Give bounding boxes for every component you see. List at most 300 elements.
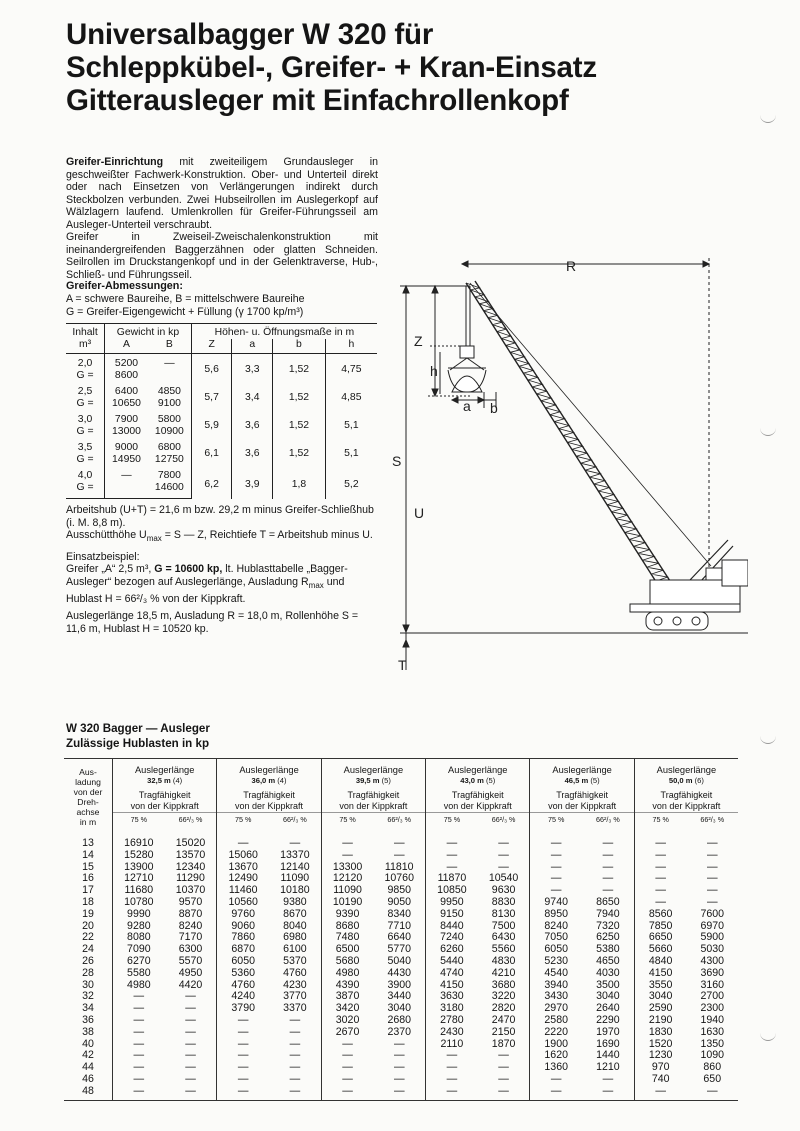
- description-paragraph-1: mit zweiteiligem Grundausleger in geschweißter Fachwerk-Konstruktion. Ober- und Unterteil direkt oder nach Einsetzen von Verlängerungen indirekt durch Steckbolzen verbunden. Zwei Hubseilrollen im Auslegerkopf auf Wälzlagern laufend. Umlenkrollen für Greifer-Führungsseil am Ausleger-Unterteil verschraubt.: [66, 156, 378, 231]
- load-cell: 6270: [113, 956, 165, 968]
- load-cell: 3040: [596, 990, 620, 1003]
- grab-cell-inhalt: 2,0: [77, 358, 93, 370]
- boom-header: [530, 759, 634, 813]
- percent-header: 66²/₃ %: [582, 813, 634, 837]
- load-cell: 1350: [700, 1037, 725, 1050]
- load-cell: 8670: [283, 907, 307, 920]
- load-cell: 11810: [384, 860, 414, 873]
- load-cell: —: [706, 837, 718, 849]
- load-cell: 5660: [634, 944, 686, 956]
- load-cell: —: [602, 872, 614, 885]
- load-cell: —: [530, 885, 582, 897]
- load-cell: —: [185, 1013, 196, 1026]
- grab-cell-ga: 10650: [105, 398, 148, 410]
- capacity-label: Tragfähigkeit: [243, 790, 295, 800]
- load-cell: 11290: [176, 872, 205, 885]
- grab-cell-g: G =: [66, 482, 105, 499]
- load-cell: 5230: [530, 956, 582, 968]
- load-cell: 1620: [530, 1050, 582, 1062]
- load-cell: —: [113, 1074, 165, 1086]
- load-cell: —: [321, 1062, 373, 1074]
- load-cell: 5770: [387, 943, 412, 956]
- col-b-small: b: [273, 339, 326, 354]
- load-cell: 8560: [634, 909, 686, 921]
- load-cell: —: [217, 1050, 269, 1062]
- load-cell: —: [602, 884, 614, 897]
- percent-header: 66²/₃ %: [373, 813, 425, 837]
- load-cell: —: [289, 1037, 301, 1050]
- load-cell: 7940: [596, 907, 620, 920]
- grab-cell-b: 1,52: [273, 382, 326, 410]
- load-cell: 6250: [596, 931, 620, 944]
- grab-cell-wb: 7800: [157, 470, 181, 482]
- load-cell: —: [217, 1039, 269, 1051]
- load-cell: 12140: [280, 860, 310, 873]
- load-cell: 10560: [217, 897, 269, 909]
- load-cell: 7710: [387, 919, 412, 932]
- load-cell: —: [373, 1086, 425, 1100]
- load-cell: 8040: [283, 919, 307, 932]
- load-row: [64, 909, 738, 921]
- load-cell: 1210: [596, 1061, 620, 1074]
- load-cell: 3220: [491, 990, 516, 1003]
- percent-header: 75 %: [321, 813, 373, 837]
- load-cell: —: [393, 1072, 405, 1085]
- grab-cell-b: 1,52: [273, 354, 326, 383]
- load-cell: —: [426, 1062, 478, 1074]
- load-cell: 6500: [321, 944, 373, 956]
- load-cell: —: [165, 1086, 217, 1100]
- load-cell: 10780: [113, 897, 165, 909]
- load-cell: 8650: [596, 895, 620, 908]
- boom-header: [426, 759, 530, 813]
- load-cell: —: [634, 1086, 686, 1100]
- load-cell: 4210: [491, 966, 516, 979]
- load-cell: —: [634, 897, 686, 909]
- load-cell: 9950: [426, 897, 478, 909]
- grab-cell-h: 5,1: [325, 410, 377, 438]
- load-cell: 1900: [530, 1039, 582, 1051]
- load-cell: 4980: [113, 980, 165, 992]
- load-cell: 15280: [113, 850, 165, 862]
- load-cell: 7600: [700, 907, 725, 920]
- load-cell: —: [530, 850, 582, 862]
- load-cell: 6050: [530, 944, 582, 956]
- ausladung-cell: 30: [82, 978, 94, 991]
- label-t: T: [398, 657, 407, 673]
- load-cell: —: [217, 836, 269, 850]
- load-cell: 9380: [283, 895, 307, 908]
- load-cell: 1830: [634, 1027, 686, 1039]
- ausladung-cell: 14: [82, 848, 94, 861]
- dimensions-legend: [66, 293, 378, 318]
- load-cell: 3040: [387, 1002, 412, 1015]
- load-cell: 4430: [387, 966, 412, 979]
- example-heading: Einsatzbeispiel:: [66, 550, 140, 563]
- load-cell: 8830: [491, 895, 516, 908]
- boom-header: [113, 759, 217, 813]
- percent-header: 66²/₃ %: [478, 813, 530, 837]
- col-inhalt: Inhalt: [66, 324, 105, 339]
- load-cell: 4240: [217, 991, 269, 1003]
- load-cell: 3370: [283, 1002, 307, 1015]
- load-cell: —: [217, 1062, 269, 1074]
- grab-cell-ga: [105, 482, 148, 499]
- col-z: Z: [191, 339, 232, 354]
- crane-diagram: [388, 250, 748, 680]
- grab-row: [66, 354, 377, 371]
- load-cell: 6640: [387, 931, 412, 944]
- load-cell: —: [321, 836, 373, 850]
- load-cell: 12490: [217, 873, 269, 885]
- col-unit: m³: [66, 339, 105, 354]
- load-table-title: W 320 Bagger — Ausleger Zulässige Hublasten in kp: [66, 722, 210, 750]
- ausladung-cell: 48: [64, 1086, 113, 1100]
- load-cell: 4230: [283, 978, 307, 991]
- grab-cell-z: 5,7: [191, 382, 232, 410]
- title-line-2: Schleppkübel-, Greifer- + Kran-Einsatz: [66, 51, 597, 84]
- capacity-label: Tragfähigkeit: [660, 790, 713, 800]
- load-row: [64, 1074, 738, 1086]
- grab-row: [66, 438, 377, 454]
- load-cell: 2580: [530, 1015, 582, 1027]
- boom-length: 39,5 m (5): [355, 775, 391, 785]
- binder-hole-mark: [760, 733, 776, 744]
- grab-cell-ga: 8600: [105, 370, 148, 382]
- grab-cell-z: 6,1: [191, 438, 232, 466]
- grab-row: [66, 466, 377, 482]
- load-cell: —: [393, 1061, 405, 1074]
- load-cell: 15060: [217, 850, 269, 862]
- load-table: [64, 758, 738, 1101]
- load-cell: 2370: [387, 1025, 412, 1038]
- load-cell: 9630: [491, 884, 516, 897]
- load-cell: 6260: [426, 944, 478, 956]
- load-cell: —: [217, 1027, 269, 1039]
- load-row: [64, 850, 738, 862]
- label-h: h: [430, 363, 438, 379]
- load-cell: 12120: [321, 873, 373, 885]
- grab-cell-h: 4,85: [325, 382, 377, 410]
- load-cell: —: [687, 1086, 738, 1100]
- load-cell: 4650: [596, 954, 620, 967]
- load-cell: 7240: [426, 932, 478, 944]
- load-cell: —: [321, 1074, 373, 1086]
- crawler-track: [646, 612, 708, 630]
- load-cell: 2300: [700, 1002, 725, 1015]
- load-cell: —: [706, 872, 718, 885]
- title-line-3: Gitterausleger mit Einfachrollenkopf: [66, 84, 569, 117]
- percent-header: 66²/₃ %: [687, 813, 738, 837]
- ausladung-cell: 34: [82, 1002, 94, 1015]
- load-cell: —: [113, 1027, 165, 1039]
- load-cell: —: [602, 1072, 614, 1085]
- boom-label: Auslegerlänge: [134, 765, 195, 775]
- load-cell: —: [498, 1049, 509, 1062]
- load-cell: 650: [703, 1072, 722, 1085]
- load-cell: —: [321, 1086, 373, 1100]
- load-cell: 3900: [387, 978, 412, 991]
- load-cell: 11090: [321, 885, 373, 897]
- capacity-label-2: von der Kippkraft: [548, 800, 617, 811]
- dimensions-heading: Greifer-Abmessungen:: [66, 280, 183, 292]
- load-cell: —: [217, 1086, 269, 1100]
- load-cell: 3180: [426, 1003, 478, 1015]
- load-cell: 15020: [175, 837, 206, 849]
- load-cell: 11870: [426, 873, 478, 885]
- ausladung-cell: 44: [82, 1061, 94, 1074]
- load-cell: 3870: [321, 991, 373, 1003]
- load-cell: 6870: [217, 944, 269, 956]
- ausladung-cell: 20: [82, 919, 94, 932]
- load-cell: 5440: [426, 956, 478, 968]
- ausladung-cell: 38: [82, 1025, 94, 1038]
- load-cell: 2670: [321, 1027, 373, 1039]
- boom-label: Auslegerlänge: [448, 765, 508, 775]
- load-cell: 4950: [178, 966, 203, 979]
- load-cell: 8440: [426, 921, 478, 933]
- load-cell: —: [289, 1061, 301, 1074]
- load-cell: —: [582, 1086, 634, 1100]
- load-cell: 9050: [387, 895, 412, 908]
- load-row: [64, 968, 738, 980]
- load-cell: —: [113, 1003, 165, 1015]
- grab-cell-wb: 6800: [157, 442, 181, 454]
- percent-header: 75 %: [113, 813, 165, 837]
- load-cell: 1090: [700, 1049, 725, 1062]
- load-cell: 4980: [321, 968, 373, 980]
- col-h: h: [325, 339, 377, 354]
- ausladung-cell: 17: [82, 884, 94, 897]
- boom-length: 32,5 m (4): [147, 775, 183, 785]
- load-cell: —: [706, 848, 718, 861]
- load-cell: 1970: [596, 1025, 620, 1038]
- load-cell: —: [426, 1050, 478, 1062]
- grab-cell-b: 1,8: [273, 466, 326, 499]
- load-cell: —: [289, 1013, 301, 1026]
- load-cell: —: [393, 848, 405, 861]
- percent-header: 75 %: [217, 813, 269, 837]
- load-cell: 1940: [700, 1013, 725, 1026]
- load-cell: —: [530, 1086, 582, 1100]
- col-a-small: a: [232, 339, 273, 354]
- load-cell: 4840: [634, 956, 686, 968]
- grab-cell-wa: 5200: [105, 354, 148, 371]
- load-cell: 4540: [530, 968, 582, 980]
- load-cell: —: [185, 1037, 196, 1050]
- ausladung-cell: 19: [82, 907, 94, 920]
- load-cell: 7850: [634, 921, 686, 933]
- load-cell: 8870: [178, 907, 203, 920]
- load-cell: —: [393, 1037, 405, 1050]
- grab-cell-inhalt: 2,5: [77, 386, 93, 398]
- load-cell: 4420: [178, 978, 203, 991]
- grab-description: [66, 156, 378, 281]
- load-cell: 1630: [700, 1025, 725, 1038]
- load-cell: 10370: [175, 884, 206, 897]
- load-cell: —: [634, 873, 686, 885]
- load-cell: —: [321, 850, 373, 862]
- ausladung-cell: 40: [82, 1037, 94, 1050]
- boom-header: [217, 759, 321, 813]
- ausschuett-note: Ausschütthöhe $U_{max} = S$ — Z, Reichtiefe T = Arbeitshub minus U.: [66, 529, 373, 544]
- load-cell: —: [634, 850, 686, 862]
- load-cell: —: [113, 1015, 165, 1027]
- load-cell: —: [426, 1086, 478, 1100]
- load-cell: 3500: [596, 978, 620, 991]
- grab-cell-g: G =: [76, 398, 94, 410]
- load-cell: —: [706, 884, 718, 897]
- load-cell: —: [530, 873, 582, 885]
- load-cell: 2970: [530, 1003, 582, 1015]
- load-cell: 8240: [178, 919, 203, 932]
- load-row: [64, 1086, 738, 1100]
- load-cell: —: [289, 1049, 301, 1062]
- grab-cell-wb: 5800: [157, 414, 181, 426]
- grab-cell-g: G =: [76, 426, 94, 438]
- load-cell: 2780: [426, 1015, 478, 1027]
- load-cell: 13570: [175, 848, 206, 861]
- load-cell: 7050: [530, 932, 582, 944]
- ausladung-cell: 13: [82, 837, 94, 849]
- load-cell: —: [602, 837, 614, 849]
- load-cell: 2290: [596, 1013, 620, 1026]
- grab-cell-h: 5,1: [325, 438, 377, 466]
- load-cell: 1360: [530, 1062, 582, 1074]
- load-cell: 2150: [491, 1025, 516, 1038]
- load-cell: —: [530, 836, 582, 850]
- grab-cell-gb: [148, 370, 191, 382]
- load-cell: 10190: [321, 897, 373, 909]
- load-cell: 7320: [596, 919, 620, 932]
- load-cell: 8080: [113, 932, 165, 944]
- grab-cell-z: 6,2: [191, 466, 232, 499]
- load-cell: 8340: [387, 907, 412, 920]
- load-cell: 970: [634, 1062, 686, 1074]
- grab-cell-b: 1,52: [273, 438, 326, 466]
- grab-cell-gb: 10900: [154, 426, 184, 438]
- boom-lattice: [466, 283, 672, 588]
- load-cell: —: [185, 1002, 196, 1015]
- grab-cell-wa: —: [105, 466, 148, 482]
- load-cell: —: [498, 837, 509, 849]
- page-title: [66, 18, 597, 117]
- load-cell: 1520: [634, 1039, 686, 1051]
- load-cell: 9740: [530, 897, 582, 909]
- load-cell: —: [113, 1062, 165, 1074]
- load-cell: 5360: [217, 968, 269, 980]
- load-cell: 7090: [113, 944, 165, 956]
- load-cell: 9060: [217, 921, 269, 933]
- load-cell: —: [706, 895, 718, 908]
- load-cell: —: [498, 1072, 509, 1085]
- load-cell: 5570: [178, 954, 203, 967]
- load-cell: 3940: [530, 980, 582, 992]
- load-cell: 9280: [113, 921, 165, 933]
- grab-cell-b: 1,52: [273, 410, 326, 438]
- load-cell: —: [426, 836, 478, 850]
- load-cell: —: [706, 860, 718, 873]
- load-cell: —: [289, 837, 301, 849]
- load-cell: 4760: [217, 980, 269, 992]
- load-cell: 3160: [700, 978, 725, 991]
- load-cell: —: [185, 990, 196, 1003]
- load-cell: —: [321, 1039, 373, 1051]
- load-cell: 3020: [321, 1015, 373, 1027]
- grab-cell-a: 3,4: [232, 382, 273, 410]
- label-b: b: [490, 400, 498, 416]
- load-cell: 2700: [700, 990, 725, 1003]
- percent-header: 75 %: [426, 813, 478, 837]
- ausladung-cell: 26: [82, 954, 94, 967]
- load-cell: 2680: [387, 1013, 412, 1026]
- load-cell: 3690: [700, 966, 725, 979]
- load-cell: 6430: [491, 931, 516, 944]
- load-cell: 2470: [491, 1013, 516, 1026]
- load-cell: —: [113, 1039, 165, 1051]
- load-cell: —: [321, 1050, 373, 1062]
- load-cell: 9150: [426, 909, 478, 921]
- binder-hole-mark: [760, 112, 776, 123]
- label-s: S: [392, 453, 402, 469]
- load-cell: 860: [703, 1061, 722, 1074]
- legend-line-2: G = Greifer-Eigengewicht + Füllung (γ 1700 kp/m³): [66, 305, 304, 318]
- label-r: R: [566, 258, 577, 274]
- load-cell: 2220: [530, 1027, 582, 1039]
- load-cell: 1440: [596, 1049, 620, 1062]
- percent-header: 66²/₃ %: [165, 813, 217, 837]
- load-cell: 10540: [488, 872, 519, 885]
- grab-cell-inhalt: 4,0: [77, 470, 93, 482]
- grab-cell-ga: 14950: [105, 454, 148, 466]
- grab-cell-wb: 4850: [157, 386, 181, 398]
- load-cell: 12340: [175, 860, 206, 873]
- col-b: B: [148, 339, 191, 354]
- load-cell: —: [498, 848, 509, 861]
- load-cell: 2110: [426, 1039, 478, 1051]
- load-cell: 11460: [217, 885, 269, 897]
- load-cell: 6650: [634, 932, 686, 944]
- load-cell: —: [602, 860, 614, 873]
- load-cell: 5370: [283, 954, 307, 967]
- load-cell: 4390: [321, 980, 373, 992]
- col-a: A: [105, 339, 148, 354]
- boom-length: 46,5 m (5): [564, 775, 600, 785]
- load-cell: 5030: [700, 943, 725, 956]
- load-cell: 6980: [283, 931, 307, 944]
- load-cell: —: [426, 862, 478, 874]
- load-cell: 5900: [700, 931, 725, 944]
- load-cell: 9760: [217, 909, 269, 921]
- load-cell: —: [393, 1049, 405, 1062]
- load-cell: 6050: [217, 956, 269, 968]
- ausladung-cell: 36: [82, 1013, 94, 1026]
- grab-cell-a: 3,6: [232, 410, 273, 438]
- load-cell: 3440: [387, 990, 412, 1003]
- binder-hole-mark: [760, 425, 776, 436]
- boom-length: 50,0 m (6): [668, 775, 704, 785]
- grab-cell-inhalt: 3,5: [77, 442, 93, 454]
- ausladung-cell: 16: [82, 872, 94, 885]
- title-line-1: Universalbagger W 320 für: [66, 18, 434, 51]
- description-lead: Greifer-Einrichtung: [66, 156, 164, 168]
- load-cell: —: [426, 1074, 478, 1086]
- boom-header: [321, 759, 425, 813]
- load-cell: 13670: [217, 862, 269, 874]
- load-cell: —: [113, 1050, 165, 1062]
- load-cell: —: [185, 1072, 196, 1085]
- load-row: [64, 1027, 738, 1039]
